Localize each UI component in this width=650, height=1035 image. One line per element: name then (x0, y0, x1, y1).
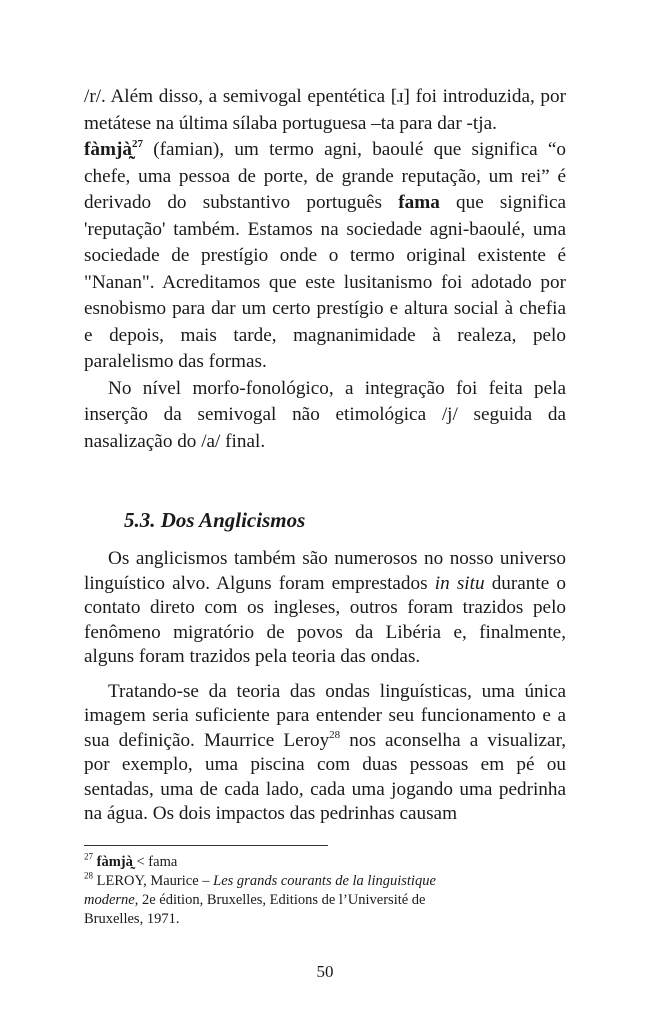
paragraph-text: /r/. Além disso, a semivogal epentética [ɹ] foi introduzida, por metátese na última sílaba portuguesa –ta para dar -tja. (84, 86, 566, 134)
footnote-divider (84, 845, 328, 846)
footnote-number: 27 (84, 851, 93, 862)
footnotes (84, 853, 464, 929)
section-anglicisms (84, 547, 566, 827)
footnote-number: 28 (84, 870, 93, 881)
paragraph-text: nos aconselha a visualizar, por exemplo, uma piscina com duas pessoas em pé ou sentadas, uma de cada lado, cada uma jogando uma pedrinha na água. Os dois impactos das pedrinhas causam (84, 729, 566, 824)
footnote-term: fàmjà̰ (96, 854, 133, 870)
paragraph-text: (famian), um termo agni, baoulé que significa “o chefe, uma pessoa de porte, de grande reputação, um rei” é derivado do substantivo português (84, 139, 566, 213)
paragraph-wave-theory (84, 680, 566, 827)
footnote-27 (84, 853, 464, 872)
paragraph-anglicisms-intro (84, 547, 566, 670)
paragraph-text: Tratando-se da teoria das ondas linguísticas, uma única imagem seria suficiente para entender seu funcionamento e a sua definição. Maurrice Leroy (84, 680, 566, 751)
paragraph-text: No nível morfo-fonológico, a integração foi feita pela inserção da semivogal não etimológica /j/ seguida da nasalização do /a/ final. (84, 377, 566, 452)
paragraph-morpho-phonological (84, 376, 566, 456)
page-body (84, 84, 566, 827)
term-fama: fama (398, 192, 440, 213)
paragraph-text: durante o contato direto com os ingleses, outros foram trazidos pelo fenômeno migratório de povos da Libéria e, finalmente, alguns foram trazidos pela teoria das ondas. (84, 572, 566, 667)
footnote-ref-28[interactable]: 28 (329, 728, 341, 741)
paragraph-famja (84, 137, 566, 376)
footnote-text: , 2e édition, Bruxelles, Editions de l’Université de Bruxelles, 1971. (84, 892, 426, 927)
italic-in-situ: in situ (434, 572, 485, 594)
footnote-text: LEROY, Maurice – (93, 873, 214, 889)
term-famja: fàmjà̰ (84, 139, 132, 160)
paragraph-text: Os anglicismos também são numerosos no nosso universo linguístico alvo. Alguns foram emprestados (84, 548, 566, 594)
footnote-ref-27[interactable]: 27 (131, 137, 143, 150)
footnote-book-title: Les grands courants de la linguistique moderne (84, 873, 436, 908)
paragraph-metathesis (84, 84, 566, 137)
page-number: 50 (316, 962, 334, 981)
footnote-28 (84, 872, 464, 929)
section-heading: 5.3. Dos Anglicismos (124, 508, 306, 532)
footnote-text: < fama (132, 854, 178, 870)
paragraph-text: que significa 'reputação' também. Estamos na sociedade agni-baoulé, uma sociedade de prestígio onde o termo original existente é "Nanan". Acreditamos que este lusitanismo foi adotado por esnobismo para dar um certo prestígio e altura social à chefia e depois, mais tarde, magnanimidade à realeza, pelo paralelismo das formas. (84, 192, 566, 372)
